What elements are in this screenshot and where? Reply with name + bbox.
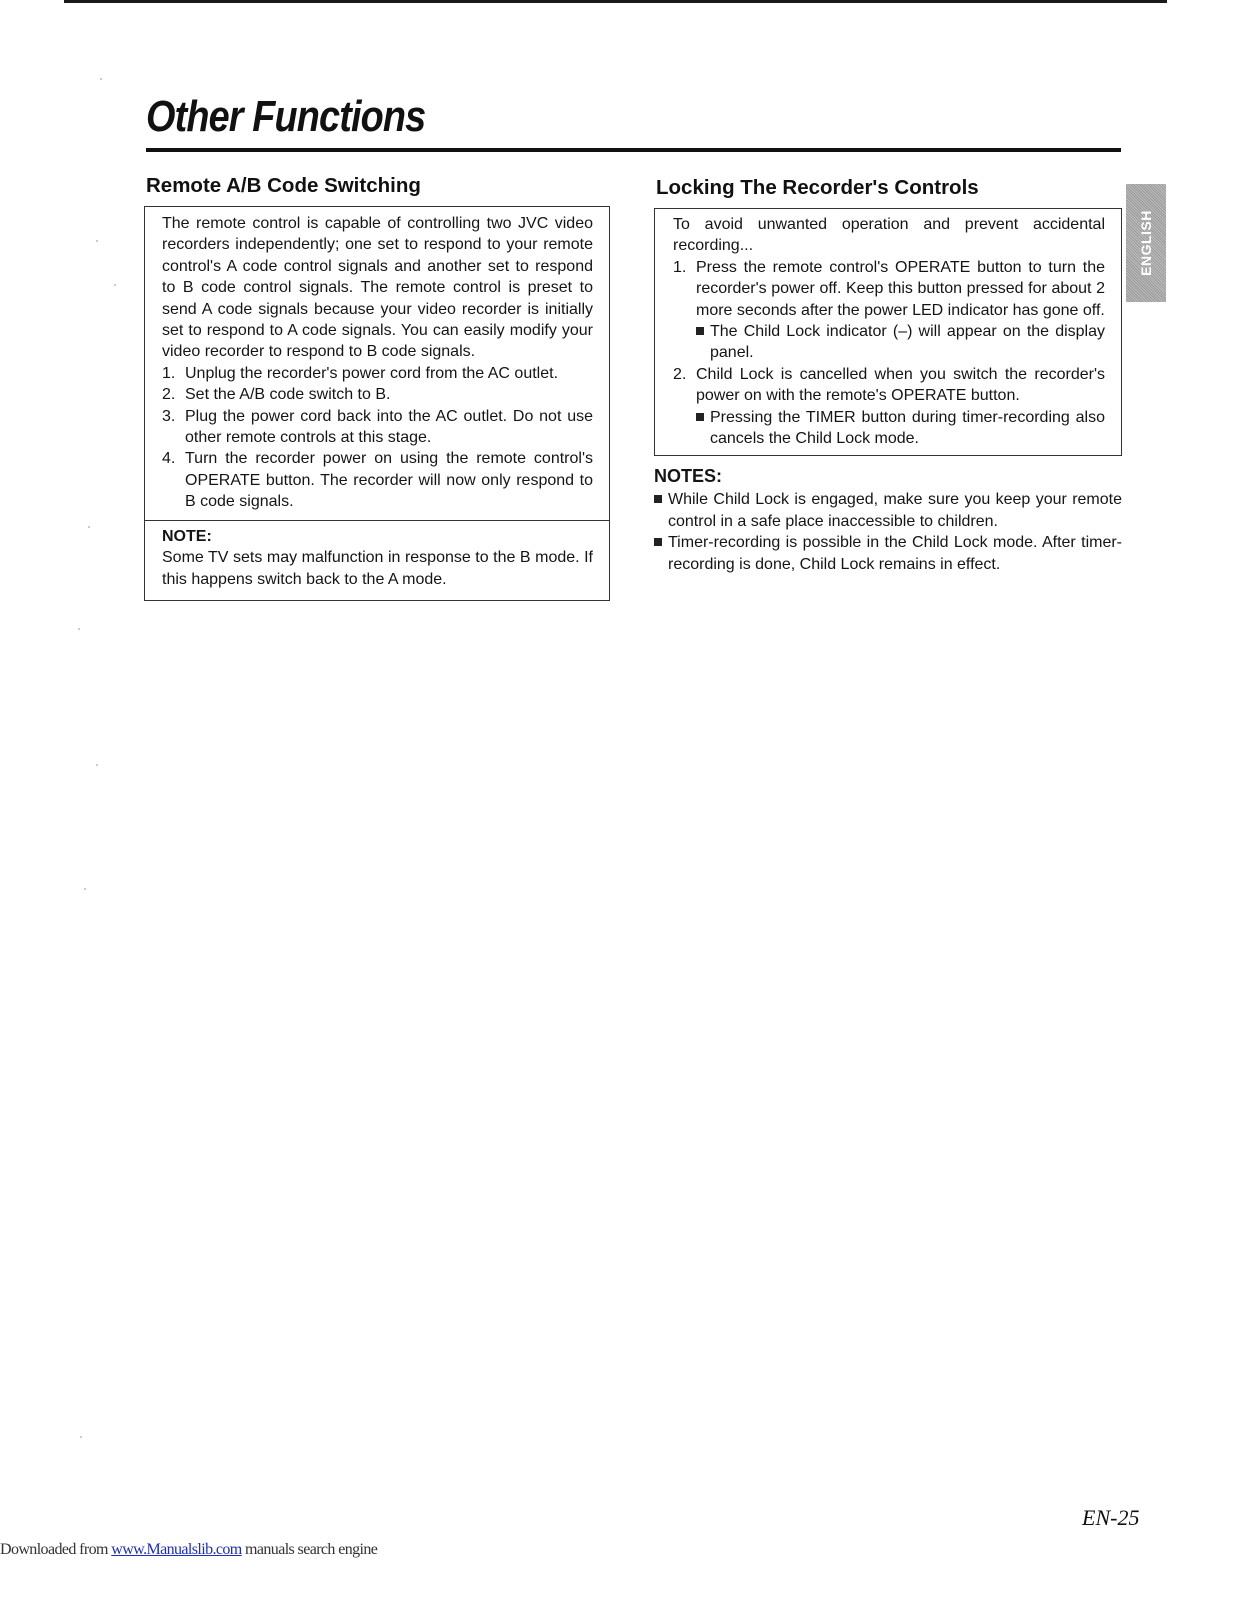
manualslib-link[interactable]: www.Manualslib.com [111,1541,242,1558]
note-item-text: Timer-recording is possible in the Child Lock mode. After timer-recording is done, Child Lock remains in effect. [668,534,1122,573]
scan-speck [96,240,98,242]
child-lock-section [654,176,1122,575]
step-item [162,363,593,384]
step-text: Turn the recorder power on using the remote control's OPERATE button. The recorder will now only respond to B code signals. [185,450,593,511]
title-rule [146,148,1121,152]
child-lock-box [654,208,1122,455]
note-item [654,532,1122,575]
footer [0,1541,377,1559]
scan-speck [84,888,86,890]
step-bullet [696,407,1105,450]
step-text: Unplug the recorder's power cord from the AC outlet. [185,364,559,382]
note-heading: NOTE: [162,527,212,545]
note-item-text: While Child Lock is engaged, make sure you keep your remote control in a safe place inaccessible to children. [668,491,1122,530]
step-bullet [696,321,1105,364]
footer-prefix: Downloaded from [0,1541,112,1558]
step-item [673,257,1105,364]
section-heading-child-lock: Locking The Recorder's Controls [656,176,979,199]
step-item [673,364,1105,450]
page-title: Other Functions [146,92,426,141]
scan-speck [88,526,90,528]
section-heading-remote-ab: Remote A/B Code Switching [146,174,421,197]
step-text: Plug the power cord back into the AC outlet. Do not use other remote controls at this stage. [185,407,593,447]
step-item [162,448,593,512]
notes-heading: NOTES: [654,466,723,487]
step-number: 1. [673,258,687,276]
scan-speck [114,284,116,286]
remote-ab-box [144,206,610,601]
step-number: 2. [673,365,687,383]
scan-speck [80,1436,82,1438]
step-text: Set the A/B code switch to B. [185,386,391,404]
language-tab-label: ENGLISH [1138,210,1154,276]
step-item [162,406,593,449]
square-bullet-icon [696,413,704,421]
page-number: EN-25 [1082,1505,1140,1530]
scan-speck [96,764,98,766]
note-text: Some TV sets may malfunction in response to the B mode. If this happens switch back to the A mode. [162,549,593,588]
remote-ab-steps [162,363,593,513]
step-bullet-text: Pressing the TIMER button during timer-recording also cancels the Child Lock mode. [710,408,1105,448]
step-text: Press the remote control's OPERATE button to turn the recorder's power off. Keep this button pressed for about 2 more seconds after the power LED indicator has gone off. [696,258,1105,319]
scan-speck [78,628,80,630]
note-item [654,489,1122,532]
step-text: Child Lock is cancelled when you switch the recorder's power on with the remote's OPERATE button. [696,365,1105,405]
remote-ab-section [144,174,610,601]
scan-speck [100,78,102,80]
step-item [162,384,593,405]
language-tab [1126,184,1166,302]
note-block [145,520,609,594]
square-bullet-icon [654,495,662,503]
square-bullet-icon [696,327,704,335]
step-bullet-text: The Child Lock indicator (–) will appear on the display panel. [710,323,1105,362]
child-lock-steps [673,257,1105,450]
step-number: 1. [162,364,176,382]
child-lock-intro: To avoid unwanted operation and prevent accidental recording... [673,216,1105,255]
square-bullet-icon [654,538,662,546]
notes-list [654,489,1122,575]
step-number: 4. [162,450,176,468]
step-number: 3. [162,407,176,425]
remote-ab-intro: The remote control is capable of controlling two JVC video recorders independently; one set to respond to your remote control's A code control signals and another set to respond to B code control signals. The remote control is preset to send A code signals because your video recorder is initially set to respond to A code signals. You can easily modify your video recorder to respond to B code signals. [162,215,593,361]
footer-suffix: manuals search engine [241,1541,378,1558]
box-bottom-rule [654,455,1122,456]
top-rule [64,0,1167,3]
step-number: 2. [162,386,176,404]
